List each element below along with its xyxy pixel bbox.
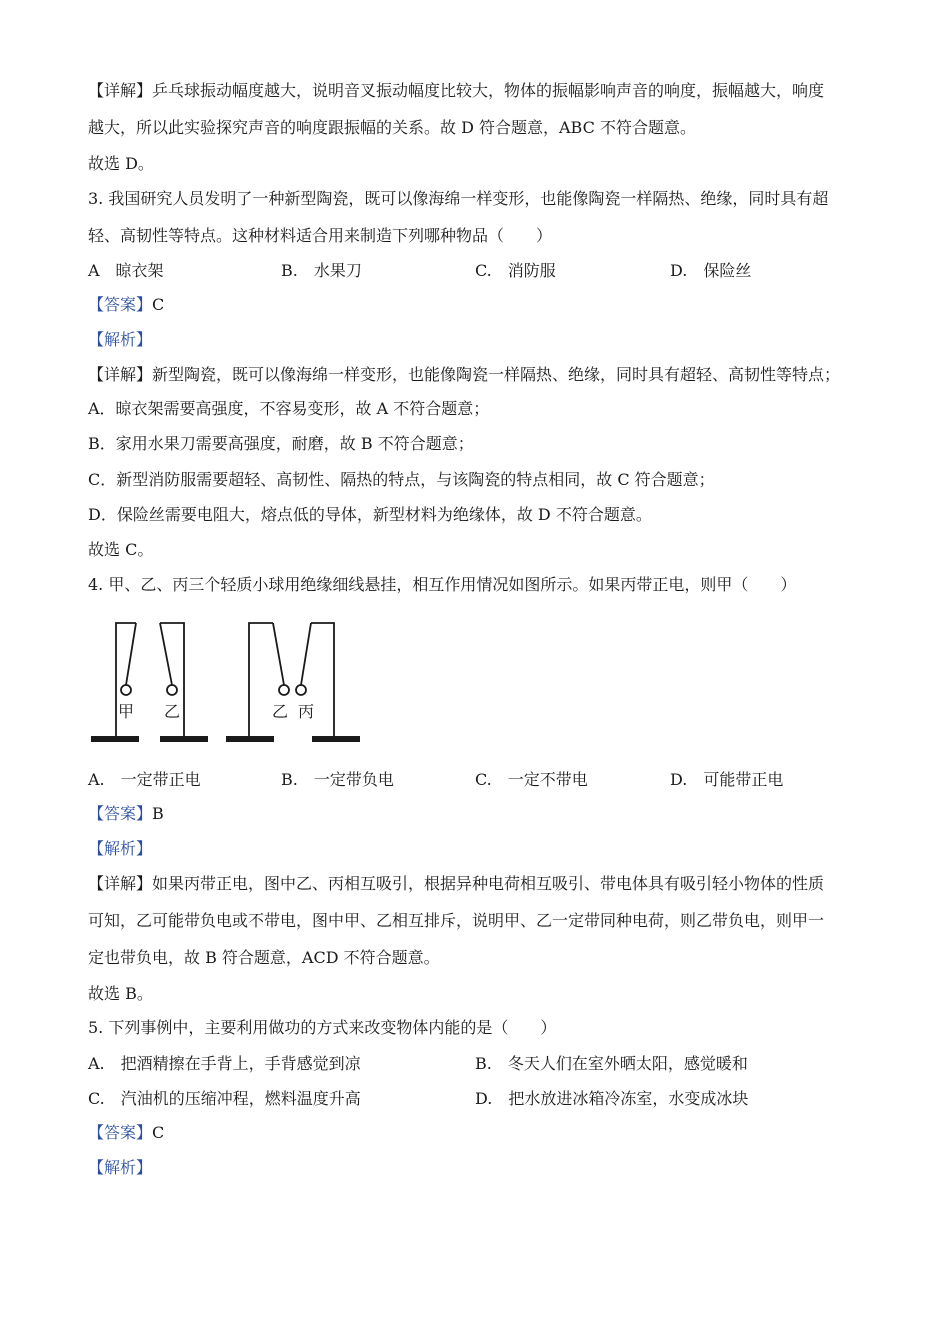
q3-stem-line1: 3. 我国研究人员发明了一种新型陶瓷，既可以像海绵一样变形，也能像陶瓷一样隔热、绝缘，同时具有超: [88, 189, 829, 208]
q4-stem: 4. 甲、乙、丙三个轻质小球用绝缘细线悬挂，相互作用情况如图所示。如果丙带正电，则甲（ ）: [88, 575, 797, 594]
ball-bing: [296, 685, 306, 695]
q4-detail-line2: 可知，乙可能带负电或不带电，图中甲、乙相互排斥，说明甲、乙一定带同种电荷，则乙带负电，则甲一: [88, 911, 825, 930]
detail-tag: 【详解】: [88, 81, 153, 100]
q3-conclusion: 故选 C。: [88, 540, 154, 559]
q3-analysis-tag: 【解析】: [88, 330, 153, 349]
q4-option-b: B. 一定带负电: [281, 770, 394, 789]
thread-yi-left: [160, 623, 172, 685]
answer-tag: 【答案】: [88, 295, 153, 314]
label-bing: 丙: [298, 702, 315, 721]
q3-option-b: B. 水果刀: [281, 261, 362, 280]
ball-yi-right: [279, 685, 289, 695]
q3-explain-d: D．保险丝需要电阻大，熔点低的导体，新型材料为绝缘体，故 D 不符合题意。: [88, 505, 652, 524]
q5-option-c: C. 汽油机的压缩冲程，燃料温度升高: [88, 1089, 361, 1108]
q4-detail-line3: 定也带负电，故 B 符合题意，ACD 不符合题意。: [88, 948, 440, 967]
q4-option-a: A. 一定带正电: [88, 770, 201, 789]
q4-analysis-tag: 【解析】: [88, 839, 153, 858]
q4-detail-line1: 【详解】如果丙带正电，图中乙、丙相互吸引，根据异种电荷相互吸引、带电体具有吸引轻小物体的性质: [88, 874, 825, 893]
q3-option-d: D. 保险丝: [670, 261, 752, 280]
answer-tag: 【答案】: [88, 1123, 153, 1142]
q2-detail-line2: 越大，所以此实验探究声音的响度跟振幅的关系。故 D 符合题意，ABC 不符合题意。: [88, 118, 696, 137]
detail-tag: 【详解】: [88, 365, 153, 384]
q3-stem-line2: 轻、高韧性等特点。这种材料适合用来制造下列哪种物品（ ）: [88, 226, 553, 245]
q4-conclusion: 故选 B。: [88, 984, 153, 1003]
label-jia: 甲: [118, 702, 135, 721]
q4-answer: 【答案】B: [88, 804, 164, 823]
label-yi-right: 乙: [272, 702, 289, 721]
q5-option-d: D. 把水放进冰箱冷冻室，水变成冰块: [475, 1089, 749, 1108]
q2-conclusion: 故选 D。: [88, 154, 154, 173]
ball-yi-left: [167, 685, 177, 695]
answer-tag: 【答案】: [88, 804, 153, 823]
base-4: [312, 736, 360, 742]
q2-detail-line1: 【详解】乒乓球振动幅度越大，说明音叉振动幅度比较大，物体的振幅影响声音的响度，振幅越大，响度: [88, 81, 825, 100]
q3-option-a: A 晾衣架: [88, 261, 164, 280]
q4-option-d: D. 可能带正电: [670, 770, 784, 789]
q3-explain-c: C．新型消防服需要超轻、高韧性、隔热的特点，与该陶瓷的特点相同，故 C 符合题意；: [88, 470, 715, 489]
q3-answer: 【答案】C: [88, 295, 165, 314]
thread-bing: [301, 623, 311, 685]
ball-jia: [121, 685, 131, 695]
stand-right-1: [249, 623, 273, 738]
q5-analysis-tag: 【解析】: [88, 1158, 153, 1177]
q4-pendulum-figure: [88, 610, 378, 750]
stand-right-2: [311, 623, 334, 738]
thread-yi-right: [273, 623, 284, 685]
q3-explain-b: B．家用水果刀需要高强度，耐磨，故 B 不符合题意；: [88, 434, 474, 453]
base-3: [226, 736, 274, 742]
q5-option-b: B. 冬天人们在室外晒太阳，感觉暖和: [475, 1054, 748, 1073]
q3-explain-a: A．晾衣架需要高强度，不容易变形，故 A 不符合题意；: [88, 399, 490, 418]
q5-answer: 【答案】C: [88, 1123, 165, 1142]
q3-detail-line1: 【详解】新型陶瓷，既可以像海绵一样变形，也能像陶瓷一样隔热、绝缘，同时具有超轻、高韧性等特点；: [88, 365, 841, 384]
q5-option-a: A. 把酒精擦在手背上，手背感觉到凉: [88, 1054, 361, 1073]
base-1: [91, 736, 139, 742]
label-yi-left: 乙: [164, 702, 181, 721]
base-2: [160, 736, 208, 742]
thread-jia: [126, 623, 136, 685]
q5-stem: 5. 下列事例中，主要利用做功的方式来改变物体内能的是（ ）: [88, 1018, 557, 1037]
q4-option-c: C. 一定不带电: [475, 770, 588, 789]
detail-tag: 【详解】: [88, 874, 153, 893]
q3-option-c: C. 消防服: [475, 261, 556, 280]
